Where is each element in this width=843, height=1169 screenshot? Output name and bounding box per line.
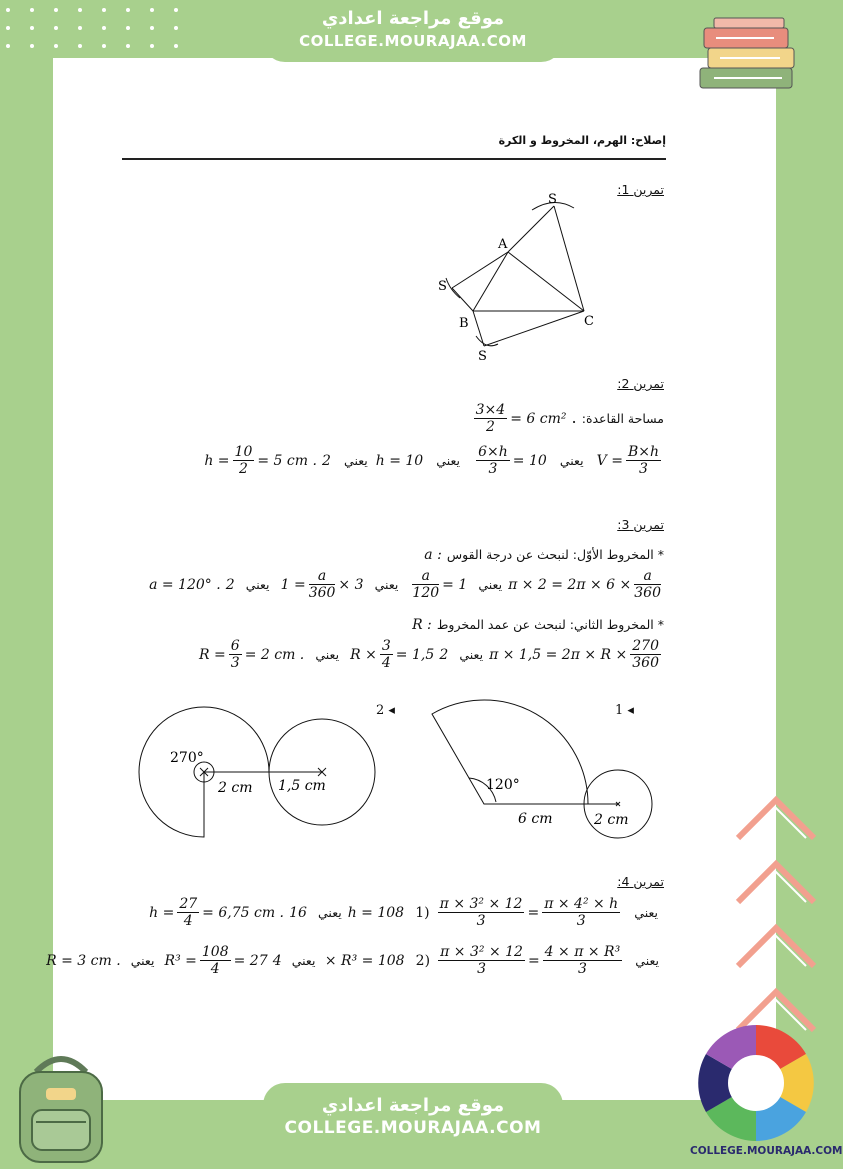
ex2-word2: يعني [559, 453, 584, 468]
ex3-cone2-net-figure [132, 696, 392, 868]
ex4-l2-d: R³ = [164, 953, 197, 969]
ex1-pyramid-net-figure [430, 186, 594, 366]
ex4-title: تمرين 4: [617, 874, 664, 889]
ex3-cone2-label: * المخروط الثاني: لنبحث عن عمد المخروط [436, 617, 664, 632]
ex4-word2: يعني [318, 905, 342, 920]
fig1-tag: 1 ◂ [615, 703, 634, 718]
ex3-c2-b-fraction: $\frac{3}{4}$ [381, 638, 391, 671]
vertex-label-c: C [584, 314, 594, 329]
ex2-e3-fraction: $\frac{10}{2}$ [234, 444, 253, 477]
ex4-l1-d-fraction: $\frac{27}{4}$ [179, 896, 198, 929]
fig1-angle-label: 120° [486, 777, 520, 793]
site-banner-bottom[interactable] [263, 1083, 563, 1169]
ex3-c1-b: 3 × [338, 577, 364, 593]
ex2-volume-line [204, 444, 664, 477]
fig2-angle-label: 270° [170, 750, 204, 766]
ex3-c1-d: a = 120° . [149, 577, 221, 593]
site-banner-top[interactable] [263, 0, 563, 62]
ex2-e1: 10 = [512, 453, 547, 469]
ex3-word4: يعني [459, 647, 484, 662]
ex3-cone1-equations [149, 568, 664, 601]
ex3-cone1-label-line [424, 544, 664, 563]
ex4-l2-c: 4 × R³ = 108 [272, 953, 405, 969]
logo-url: COLLEGE.MOURAJAA.COM [690, 1145, 843, 1157]
ex3-c2-c: R = [199, 647, 226, 663]
site-name: موقع مراجعة اعدادي [321, 8, 505, 29]
vertex-label-b: B [459, 316, 469, 331]
vertex-label-s-top: S [548, 192, 557, 207]
ex3-word1: يعني [245, 577, 270, 592]
ex4-l1-b-fraction: $\frac{\text{π × 4² × h}}{3}$ [544, 896, 619, 929]
ex2-word3: يعني [344, 453, 368, 468]
ex4-word1: يعني [634, 905, 658, 920]
ex3-cone2-label-line [412, 614, 664, 633]
ex3-cone2-var: R : [412, 617, 432, 633]
ex3-c2-b: R × [350, 647, 377, 663]
ex4-l2-d-fraction: $\frac{108}{4}$ [201, 944, 229, 977]
ex3-cone1-net-figure [426, 696, 666, 846]
ex3-c2-c-fraction: $\frac{6}{3}$ [230, 638, 240, 671]
ex4-word4: يعني [291, 953, 316, 968]
ex3-c2-c2: = 2 cm . [244, 647, 305, 663]
header-divider [122, 158, 666, 160]
site-logo-icon[interactable] [695, 1022, 817, 1144]
ex3-cone1-label: * المخروط الأوّل: لنبحث عن درجة القوس [446, 547, 664, 562]
ex2-e3-result: = 5 cm . [257, 453, 317, 469]
chevron-up-icon [730, 790, 822, 1050]
ex4-l2-f: R = 3 cm . [46, 953, 121, 969]
ex1-title: تمرين 1: [617, 182, 664, 197]
ex2-e3-pre: h = [204, 453, 230, 469]
ex2-word1: يعني [436, 453, 460, 468]
dot-pattern-decoration [0, 0, 210, 60]
vertex-label-a: A [498, 237, 508, 252]
fig2-tag: 2 ◂ [376, 703, 395, 718]
ex3-c1-b2: = 1 [280, 577, 306, 593]
ex4-l1-c: 16h = 108 [289, 905, 405, 921]
books-icon [694, 12, 804, 94]
vertex-label-s-bottom: S [478, 349, 487, 364]
ex3-c2-b2: = 1,5 [395, 647, 435, 663]
ex4-l2-b-fraction: $\frac{\text{4 × π × R³}}{3}$ [544, 944, 621, 977]
ex3-word2: يعني [374, 577, 399, 592]
fig2-radius1-label: 2 cm [218, 780, 253, 796]
ex2-vol-lhs: V = [596, 453, 623, 469]
vertex-label-s-left: S [438, 279, 447, 294]
ex3-word5: يعني [315, 647, 340, 662]
ex4-line2: R = 3 cm . يعني R³ = $\frac{108}{4}$ = 27 يعني 4 × R³ = 108 يعني $\frac{\text{4 × π × R³}}{3}$ = $\frac{\text{π × 3² × 12}}{3}$ (2 [46, 944, 659, 977]
ex2-base-label: مساحة القاعدة: [581, 411, 664, 426]
ex4-l1-a-fraction: $\frac{\text{π × 3² × 12}}{3}$ [439, 896, 523, 929]
ex3-c1-c-fraction: $\frac{a}{120}$ [412, 568, 440, 601]
ex4-l2-index: (2 [415, 953, 431, 969]
site-url: COLLEGE.MOURAJAA.COM [299, 32, 527, 50]
ex3-word3: يعني [478, 577, 503, 592]
ex3-cone1-var: a : [424, 547, 442, 563]
ex4-l1-d: h = [149, 905, 175, 921]
page-title: إصلاح: الهرم، المخروط و الكرة [498, 134, 666, 147]
ex3-c1-a-fraction: $\frac{a}{360}$ [634, 568, 661, 601]
ex4-l1-index: (1 [415, 905, 430, 921]
site-name-bottom: موقع مراجعة اعدادي [321, 1095, 505, 1116]
site-url-bottom: COLLEGE.MOURAJAA.COM [284, 1118, 542, 1138]
ex4-l1-e: = 6,75 cm . [202, 905, 284, 921]
ex4-l2-e: = 27 [233, 953, 268, 969]
ex2-base-fraction: $\frac{3\times 4}{2}$ [475, 402, 506, 435]
ex3-c2-a-fraction: $\frac{270}{360}$ [632, 638, 659, 671]
ex3-c1-a: 2π × 2 = 2π × 6 × [225, 577, 632, 593]
ex2-e1-fraction: $\frac{6\times h}{3}$ [478, 444, 508, 477]
ex2-title: تمرين 2: [617, 376, 664, 391]
fig1-radius1-label: 6 cm [518, 811, 553, 827]
ex2-base-line: مساحة القاعدة: $\frac{3\times 4}{2}$ = 6 cm² . [475, 402, 664, 435]
ex3-title: تمرين 3: [617, 517, 664, 532]
ex4-word5: يعني [130, 953, 155, 968]
ex4-l2-a-fraction: $\frac{\text{π × 3² × 12}}{3}$ [440, 944, 523, 977]
fig1-radius2-label: 2 cm [594, 812, 629, 828]
backpack-icon [6, 1050, 116, 1165]
fig2-radius2-label: 1,5 cm [278, 778, 326, 794]
ex4-line1: h = $\frac{27}{4}$ = 6,75 cm . يعني 16h = 108 يعني $\frac{\text{π × 4² × h}}{3}$ = $\frac{\text{π × 3² × 12}}{3}$ (1 [149, 896, 658, 929]
ex2-e2: 2h = 10 [322, 453, 424, 469]
ex3-c2-a: 2π × 1,5 = 2π × R × [439, 647, 628, 663]
ex2-vol-fraction: $\frac{B\times h}{3}$ [627, 444, 659, 477]
ex3-c1-b-fraction: $\frac{a}{360}$ [308, 568, 336, 601]
ex3-c1-c: 1 = [442, 577, 468, 593]
ex2-base-result: = 6 cm² [510, 411, 567, 427]
ex4-word3: يعني [635, 953, 659, 968]
ex3-cone2-equations [199, 638, 664, 671]
